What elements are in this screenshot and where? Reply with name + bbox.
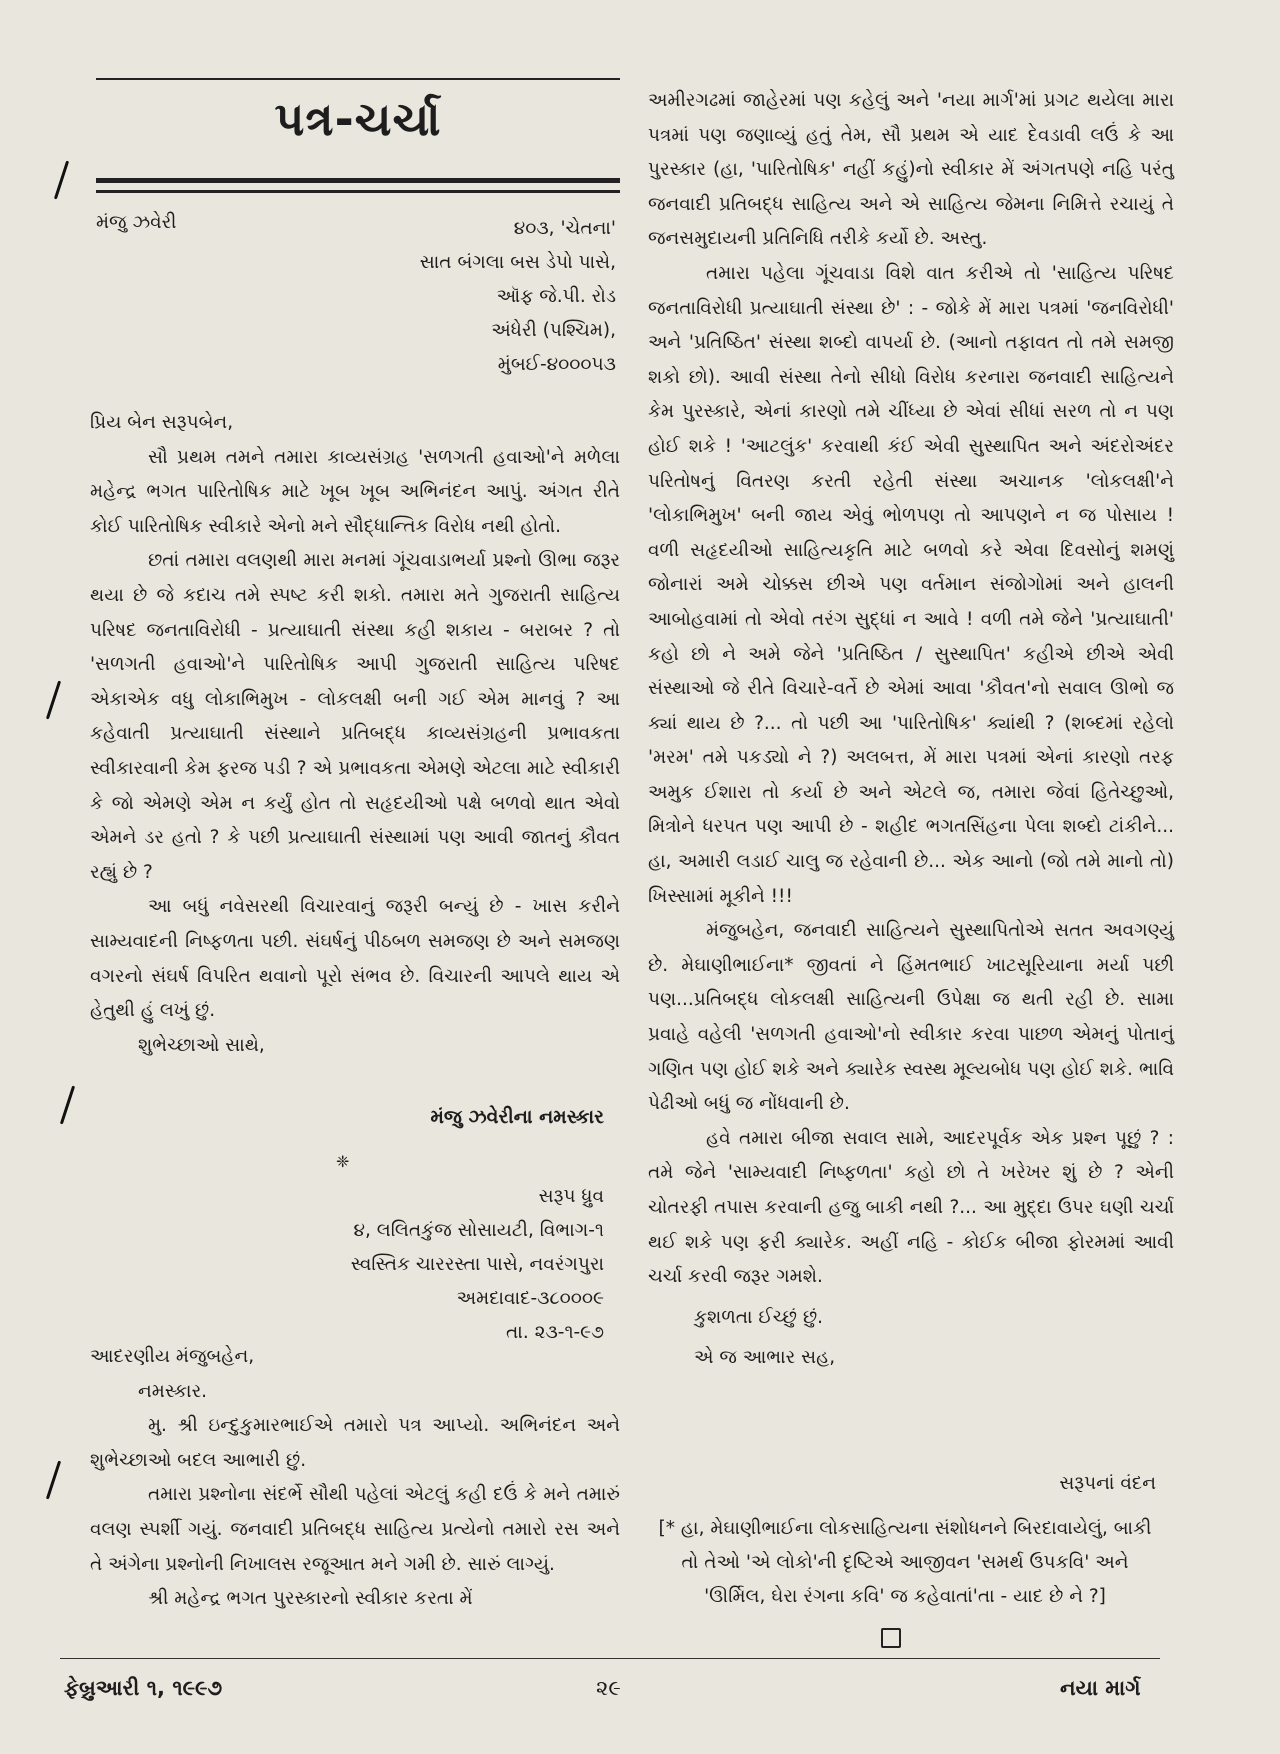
address-line: ઑફ જે.પી. રોડ bbox=[496, 286, 616, 307]
address-line: સ્વસ્તિક ચારરસ્તા પાસે, નવરંગપુરા bbox=[350, 1254, 604, 1275]
letter2-address bbox=[300, 1180, 604, 1350]
title-rule-thin bbox=[96, 190, 620, 193]
address-line: અંધેરી (પશ્ચિમ), bbox=[491, 320, 616, 341]
letter1-address bbox=[400, 212, 616, 382]
letter2-paragraph: તમારા પહેલા ગૂંચવાડા વિશે વાત કરીએ તો 'સાહિત્ય પરિષદ જનતાવિરોધી પ્રત્યાઘાતી સંસ્થા છે' : - જોકે મેં મારા પત્રમાં 'જનવિરોધી' અને 'પ્રતિષ્ઠિત' સંસ્થા શબ્દો વાપર્યા છે. (આનો તફાવત તો તમે સમજી શકો છો). આવી સંસ્થા તેનો સીધો વિરોધ કરનારા જનવાદી સાહિત્યને કેમ પુરસ્કારે, એનાં કારણો તમે ચીંધ્યા છે એવાં સીધાં સરળ તો ન પણ હોઈ શકે ! 'આટલુંક' કરવાથી કંઈ એવી સુસ્થાપિત અને અંદરોઅંદર પરિતોષનું વિતરણ કરતી રહેતી સંસ્થા અચાનક 'લોકલક્ષી'ને 'લોકાભિમુખ' બની જાય એવું ભોળપણ તો આપણને ન જ પોસાય ! વળી સહૃદયીઓ સાહિત્યકૃતિ માટે બળવો કરે એવા દિવસોનું શમણું જોનારાં અમે ચોક્કસ છીએ પણ વર્તમાન સંજોગોમાં અને હાલની આબોહવામાં તો એવો તરંગ સુદ્ધાં ન આવે ! વળી તમે જેને 'પ્રત્યાઘાતી' કહો છો ને અમે જેને 'પ્રતિષ્ઠિત / સુસ્થાપિત' કહીએ છીએ એવી સંસ્થાઓ જે રીતે વિચારે-વર્તે છે એમાં આવા 'કૌવત'નો સવાલ ઊભો જ ક્યાં થાય છે ?... તો પછી આ 'પારિતોષિક' ક્યાંથી ? (શબ્દમાં રહેલો 'મરમ' તમે પકડ્યો ને ?) અલબત્ત, મેં મારા પત્રમાં એનાં કારણો તરફ અમુક ઈશારા તો કર્યા છે અને એટલે જ, તમારા જેવાં હિતેચ્છુઓ, મિત્રોને ધરપત પણ આપી છે - શહીદ ભગતસિંહના પેલા શબ્દો ટાંકીને... હા, અમારી લડાઈ ચાલુ જ રહેવાની છે... એક આનો (જો તમે માનો તો) ખિસ્સામાં મૂકીને !!! bbox=[648, 262, 1174, 907]
page-title: પત્ર-ચર્ચા bbox=[274, 92, 442, 146]
margin-mark bbox=[54, 161, 69, 200]
letter1-body bbox=[90, 406, 620, 1063]
letter1-closing: શુભેચ્છાઓ સાથે, bbox=[138, 1034, 265, 1056]
letter2-salutation: આદરણીય મંજુબહેન, bbox=[90, 1346, 255, 1367]
letter1-sender: મંજુ ઝવેરી bbox=[96, 212, 177, 233]
end-square-icon bbox=[881, 1628, 901, 1648]
title-rule-thick bbox=[96, 178, 620, 183]
publication-name: નયા માર્ગ bbox=[1060, 1676, 1141, 1700]
address-line: તા. ૨૩-૧-૯૭ bbox=[506, 1322, 604, 1343]
page-number: ૨૯ bbox=[596, 1676, 621, 1700]
address-line: ૪૦૩, 'ચેતના' bbox=[513, 218, 616, 239]
letter2-paragraph: મંજુબહેન, જનવાદી સાહિત્યને સુસ્થાપિતોએ સતત અવગણ્યું છે. મેઘાણીભાઈના* જીવતાં ને હિંમતભાઈ ખાટસૂરિયાના મર્યા પછી પણ...પ્રતિબદ્ધ લોકલક્ષી સાહિત્યની ઉપેક્ષા જ થતી રહી છે. સામા પ્રવાહે વહેલી 'સળગતી હવાઓ'નો સ્વીકાર કરવા પાછળ એમનું પોતાનું ગણિત પણ હોઈ શકે અને ક્યારેક સ્વસ્થ મૂલ્યબોધ પણ હોઈ શકે. ભાવિ પેઢીઓ બધું જ નોંધવાની છે. bbox=[648, 920, 1174, 1115]
letter2-signature: સરૂપનાં વંદન bbox=[1059, 1473, 1156, 1494]
separator-icon: ❈ bbox=[336, 1152, 350, 1171]
address-line: મુંબઈ-૪૦૦૦૫૩ bbox=[497, 354, 616, 375]
letter2-paragraph: તમારા પ્રશ્નોના સંદર્ભે સૌથી પહેલાં એટલું કહી દઉં કે મને તમારું વલણ સ્પર્શી ગયું. જનવાદી પ્રતિબદ્ધ સાહિત્ય પ્રત્યેનો તમારો રસ અને તે અંગેના પ્રશ્નોની નિખાલસ રજૂઆત મને ગમી છે. સારું લાગ્યું. bbox=[90, 1484, 620, 1575]
address-line: સાત બંગલા બસ ડેપો પાસે, bbox=[419, 252, 616, 273]
address-line: અમદાવાદ-૩૮૦૦૦૯ bbox=[456, 1288, 604, 1309]
margin-mark bbox=[60, 1086, 75, 1125]
footnote: [* હા, મેઘાણીભાઈના લોકસાહિત્યના સંશોધનને બિરદાવાયેલું, બાકી તો તેઓ 'એ લોકો'ની દૃષ્ટિએ આજીવન 'સમર્થ ઉપકવિ' અને 'ઊર્મિલ, ઘેરા રંગના કવિ' જ કહેવાતાં'તા - યાદ છે ને ?] bbox=[658, 1518, 1152, 1607]
address-line: ૪, લલિતકુંજ સોસાયટી, વિભાગ-૧ bbox=[353, 1220, 604, 1241]
letter1-paragraph: સૌ પ્રથમ તમને તમારા કાવ્યસંગ્રહ 'સળગતી હવાઓ'ને મળેલા મહેન્દ્ર ભગત પારિતોષિક માટે ખૂબ ખૂબ અભિનંદન આપું. અંગત રીતે કોઈ પારિતોષિક સ્વીકારે એનો મને સૌદ્ધાન્તિક વિરોધ નથી હોતો. bbox=[90, 446, 620, 537]
letter2-greeting: નમસ્કાર. bbox=[138, 1380, 208, 1402]
letter2-closing: કુશળતા ઈચ્છું છું. bbox=[694, 1306, 823, 1328]
letter2-paragraph: હવે તમારા બીજા સવાલ સામે, આદરપૂર્વક એક પ્રશ્ન પૂછું ? : તમે જેને 'સામ્યવાદી નિષ્ફળતા' કહો છો તે ખરેખર શું છે ? એની ચોતરફી તપાસ કરવાની હજુ બાકી નથી ?... આ મુદ્દા ઉપર ઘણી ચર્ચા થઈ શકે પણ ફરી ક્યારેક. અહીં નહિ - કોઈક બીજા ફોરમમાં આવી ચર્ચા કરવી જરૂર ગમશે. bbox=[648, 1127, 1174, 1288]
letter2-paragraph: મુ. શ્રી ઇન્દુકુમારભાઈએ તમારો પત્ર આપ્યો. અભિનંદન અને શુભેચ્છાઓ બદલ આભારી છું. bbox=[90, 1415, 620, 1471]
footer-rule bbox=[60, 1658, 1160, 1659]
letter2-closing: એ જ આભાર સહ, bbox=[694, 1347, 836, 1369]
letter1-paragraph: છતાં તમારા વલણથી મારા મનમાં ગૂંચવાડાભર્યા પ્રશ્નો ઊભા જરૂર થયા છે જે કદાચ તમે સ્પષ્ટ કરી શકો. તમારા મતે ગુજરાતી સાહિત્ય પરિષદ જનતાવિરોધી - પ્રત્યાઘાતી સંસ્થા કહી શકાય - બરાબર ? તો 'સળગતી હવાઓ'ને પારિતોષિક આપી ગુજરાતી સાહિત્ય પરિષદ એકાએક વધુ લોકાભિમુખ - લોકલક્ષી બની ગઈ એમ માનવું ? આ કહેવાતી પ્રત્યાઘાતી સંસ્થાને પ્રતિબદ્ધ કાવ્યસંગ્રહની પ્રભાવકતા સ્વીકારવાની કેમ ફરજ પડી ? એ પ્રભાવકતા એમણે એટલા માટે સ્વીકારી કે જો એમણે એમ ન કર્યું હોત તો સહૃદયીઓ પક્ષે બળવો થાત એવો એમને ડર હતો ? કે પછી પ્રત્યાઘાતી સંસ્થામાં પણ આવી જાતનું કૌવત રહ્યું છે ? bbox=[90, 550, 620, 883]
letter2-paragraph: અમીરગઢમાં જાહેરમાં પણ કહેલું અને 'નયા માર્ગ'માં પ્રગટ થયેલા મારા પત્રમાં પણ જણાવ્યું હતું તેમ, સૌ પ્રથમ એ યાદ દેવડાવી લઉં કે આ પુરસ્કાર (હા, 'પારિતોષિક' નહીં કહું)નો સ્વીકાર મેં અંગતપણે નહિ પરંતુ જનવાદી પ્રતિબદ્ધ સાહિત્ય અને એ સાહિત્ય જેમના નિમિત્તે રચાયું તે જનસમુદાયની પ્રતિનિધિ તરીકે કર્યો છે. અસ્તુ. bbox=[648, 90, 1174, 250]
margin-mark bbox=[46, 1461, 61, 1500]
letter1-salutation: પ્રિય બેન સરૂપબેન, bbox=[90, 412, 234, 433]
footer-date: ફેબ્રુઆરી ૧, ૧૯૯૭ bbox=[64, 1676, 223, 1700]
letter2-paragraph: શ્રી મહેન્દ્ર ભગત પુરસ્કારનો સ્વીકાર કરતા મેં bbox=[148, 1588, 473, 1610]
top-rule bbox=[96, 78, 620, 80]
letter1-paragraph: આ બધું નવેસરથી વિચારવાનું જરૂરી બન્યું છે - ખાસ કરીને સામ્યવાદની નિષ્ફળતા પછી. સંઘર્ષનું પીઠબળ સમજણ છે અને સમજણ વગરનો સંઘર્ષ વિપરિત થવાનો પૂરો સંભવ છે. વિચારની આપલે થાય એ હેતુથી હું લખું છું. bbox=[90, 896, 620, 1022]
letter2-body-left bbox=[90, 1340, 620, 1617]
letter2-body-right bbox=[648, 84, 1174, 1376]
margin-mark bbox=[46, 681, 61, 720]
address-line: સરૂપ ધ્રુવ bbox=[538, 1186, 604, 1207]
letter1-signature: મંજુ ઝવેરીના નમસ્કાર bbox=[430, 1106, 604, 1128]
